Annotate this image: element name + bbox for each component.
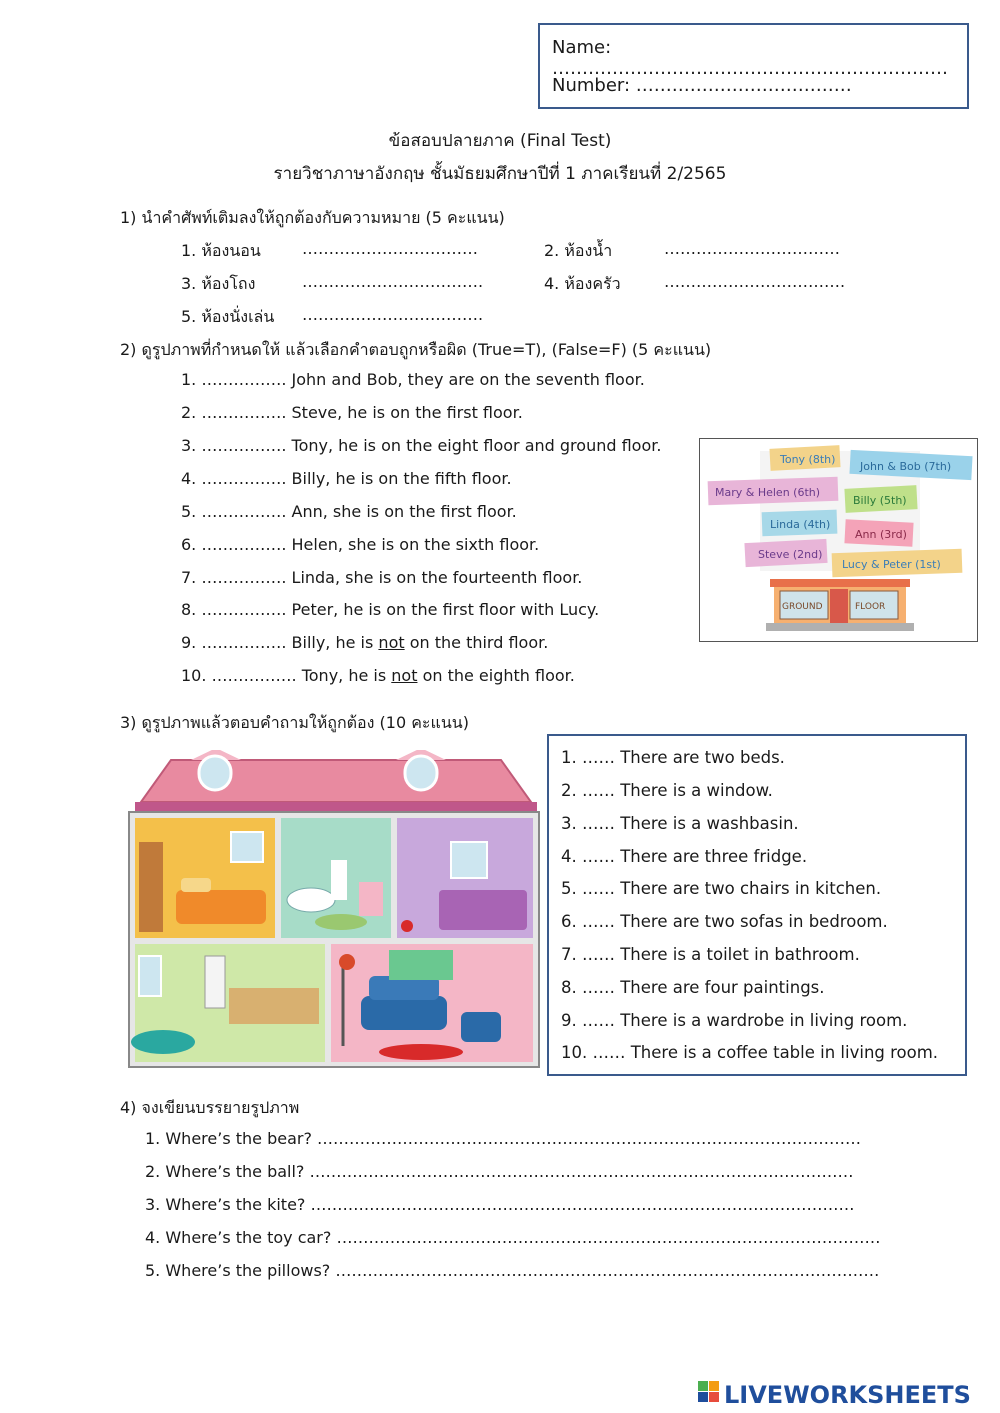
s2-text: Tony, he is: [296, 666, 392, 685]
section4-heading: 4) จงเขียนบรรยายรูปภาพ: [120, 1098, 300, 1117]
section2-heading: 2) ดูรูปภาพที่กำหนดให้ แล้วเลือกคำตอบถูกหรือผิด (True=T), (False=F) (5 คะแนน): [120, 340, 712, 359]
s3-item-3[interactable]: 3. …… There is a washbasin.: [561, 814, 799, 833]
s2-item: [181, 436, 661, 455]
s2-underline: not: [391, 666, 418, 685]
dollhouse-illustration: [121, 750, 542, 1072]
s2-answer-blank[interactable]: 5. …………….: [181, 502, 287, 521]
s2-text: Ann, she is on the first floor.: [286, 502, 517, 521]
sign-linda-text: Linda (4th): [770, 518, 831, 531]
s2-item: [181, 666, 575, 685]
s3-item-1[interactable]: 1. …… There are two beds.: [561, 748, 785, 767]
section3-heading: 3) ดูรูปภาพแล้วตอบคำถามให้ถูกต้อง (10 คะแนน): [120, 713, 469, 732]
s2-answer-blank[interactable]: 3. …………….: [181, 436, 287, 455]
s2-answer-blank[interactable]: 2. …………….: [181, 403, 287, 422]
s2-item: [181, 469, 512, 488]
s1-item-5-blank[interactable]: …………………………….: [302, 305, 484, 324]
s2-item: [181, 502, 517, 521]
test-title: ข้อสอบปลายภาค (Final Test): [388, 131, 612, 151]
s3-item-6[interactable]: 6. …… There are two sofas in bedroom.: [561, 912, 888, 931]
s2-text: Billy, he is on the fifth floor.: [286, 469, 512, 488]
s1-item-3-label: 3. ห้องโถง: [181, 274, 256, 293]
s1-item-1-blank[interactable]: ……………………………: [302, 239, 478, 258]
s4-item-4[interactable]: 4. Where’s the toy car? …………………………………………………………………………………………: [145, 1228, 881, 1247]
logo-text: LIVEWORKSHEETS: [724, 1381, 971, 1408]
liveworksheets-logo: [698, 1378, 994, 1408]
sign-steve-text: Steve (2nd): [758, 548, 823, 561]
s1-item-4-blank[interactable]: …………………………….: [664, 272, 846, 291]
s3-item-5[interactable]: 5. …… There are two chairs in kitchen.: [561, 879, 882, 898]
s2-answer-blank[interactable]: 1. …………….: [181, 370, 287, 389]
s4-item-5[interactable]: 5. Where’s the pillows? …………………………………………………………………………………………: [145, 1261, 880, 1280]
s4-item-3[interactable]: 3. Where’s the kite? …………………………………………………………………………………………: [145, 1195, 855, 1214]
s1-item-2-blank[interactable]: ……………………………: [664, 239, 840, 258]
s3-item-8[interactable]: 8. …… There are four paintings.: [561, 978, 825, 997]
s2-answer-blank[interactable]: 7. …………….: [181, 568, 287, 587]
s2-item: [181, 535, 539, 554]
building-picture: [699, 438, 978, 642]
s1-item-3-blank[interactable]: …………………………….: [302, 272, 484, 291]
sign-ann-text: Ann (3rd): [855, 528, 907, 541]
s2-text: Peter, he is on the first floor with Lucy.: [286, 600, 600, 619]
sign-mary-helen-text: Mary & Helen (6th): [715, 486, 821, 499]
s2-text: Helen, she is on the sixth floor.: [286, 535, 540, 554]
name-field[interactable]: Name: …………………………………………………………: [552, 37, 948, 79]
s1-item-4-label: 4. ห้องครัว: [544, 274, 621, 293]
s3-item-9[interactable]: 9. …… There is a wardrobe in living room.: [561, 1011, 908, 1030]
s1-item-1-label: 1. ห้องนอน: [181, 241, 261, 260]
s4-item-2[interactable]: 2. Where’s the ball? …………………………………………………………………………………………: [145, 1162, 854, 1181]
s1-item-2-label: 2. ห้องน้ำ: [544, 241, 613, 260]
s2-item: [181, 600, 599, 619]
s2-text: on the eighth floor.: [417, 666, 575, 685]
sign-billy-text: Billy (5th): [853, 494, 907, 507]
s2-text: John and Bob, they are on the seventh floor.: [286, 370, 645, 389]
s2-text: Tony, he is on the eight floor and ground floor.: [286, 436, 662, 455]
s1-item-5-label: 5. ห้องนั่งเล่น: [181, 307, 275, 326]
true-false-box: [547, 734, 967, 1076]
s2-text: Steve, he is on the first floor.: [286, 403, 523, 422]
building-illustration: [700, 439, 977, 641]
s2-item: [181, 633, 548, 652]
s3-item-4[interactable]: 4. …… There are three fridge.: [561, 847, 808, 866]
s3-item-2[interactable]: 2. …… There is a window.: [561, 781, 773, 800]
s4-item-1[interactable]: 1. Where’s the bear? …………………………………………………………………………………………: [145, 1129, 862, 1148]
section1-heading: 1) นำคำศัพท์เติมลงให้ถูกต้องกับความหมาย (5 คะแนน): [120, 208, 505, 227]
s2-answer-blank[interactable]: 4. …………….: [181, 469, 287, 488]
s2-answer-blank[interactable]: 10. …………….: [181, 666, 297, 685]
s2-item: [181, 370, 645, 389]
ground-label: GROUND: [782, 602, 823, 612]
s3-item-10[interactable]: 10. …… There is a coffee table in living room.: [561, 1043, 939, 1062]
s2-item: [181, 403, 523, 422]
s2-item: [181, 568, 582, 587]
s2-text: on the third floor.: [404, 633, 549, 652]
s2-underline: not: [378, 633, 405, 652]
s2-text: Billy, he is: [286, 633, 379, 652]
sign-lucy-peter-text: Lucy & Peter (1st): [842, 558, 941, 571]
floor-label: FLOOR: [855, 602, 886, 612]
test-subtitle: รายวิชาภาษาอังกฤษ ชั้นมัธยมศึกษาปีที่ 1 ภาคเรียนที่ 2/2565: [273, 164, 727, 184]
number-field[interactable]: Number: ………………………………: [552, 75, 852, 96]
s3-item-7[interactable]: 7. …… There is a toilet in bathroom.: [561, 945, 860, 964]
sign-john-bob-text: John & Bob (7th): [860, 460, 952, 473]
s2-answer-blank[interactable]: 8. …………….: [181, 600, 287, 619]
s2-answer-blank[interactable]: 9. …………….: [181, 633, 287, 652]
s2-text: Linda, she is on the fourteenth floor.: [286, 568, 583, 587]
s2-answer-blank[interactable]: 6. …………….: [181, 535, 287, 554]
sign-tony-text: Tony (8th): [780, 453, 836, 466]
name-number-box: [538, 23, 969, 109]
